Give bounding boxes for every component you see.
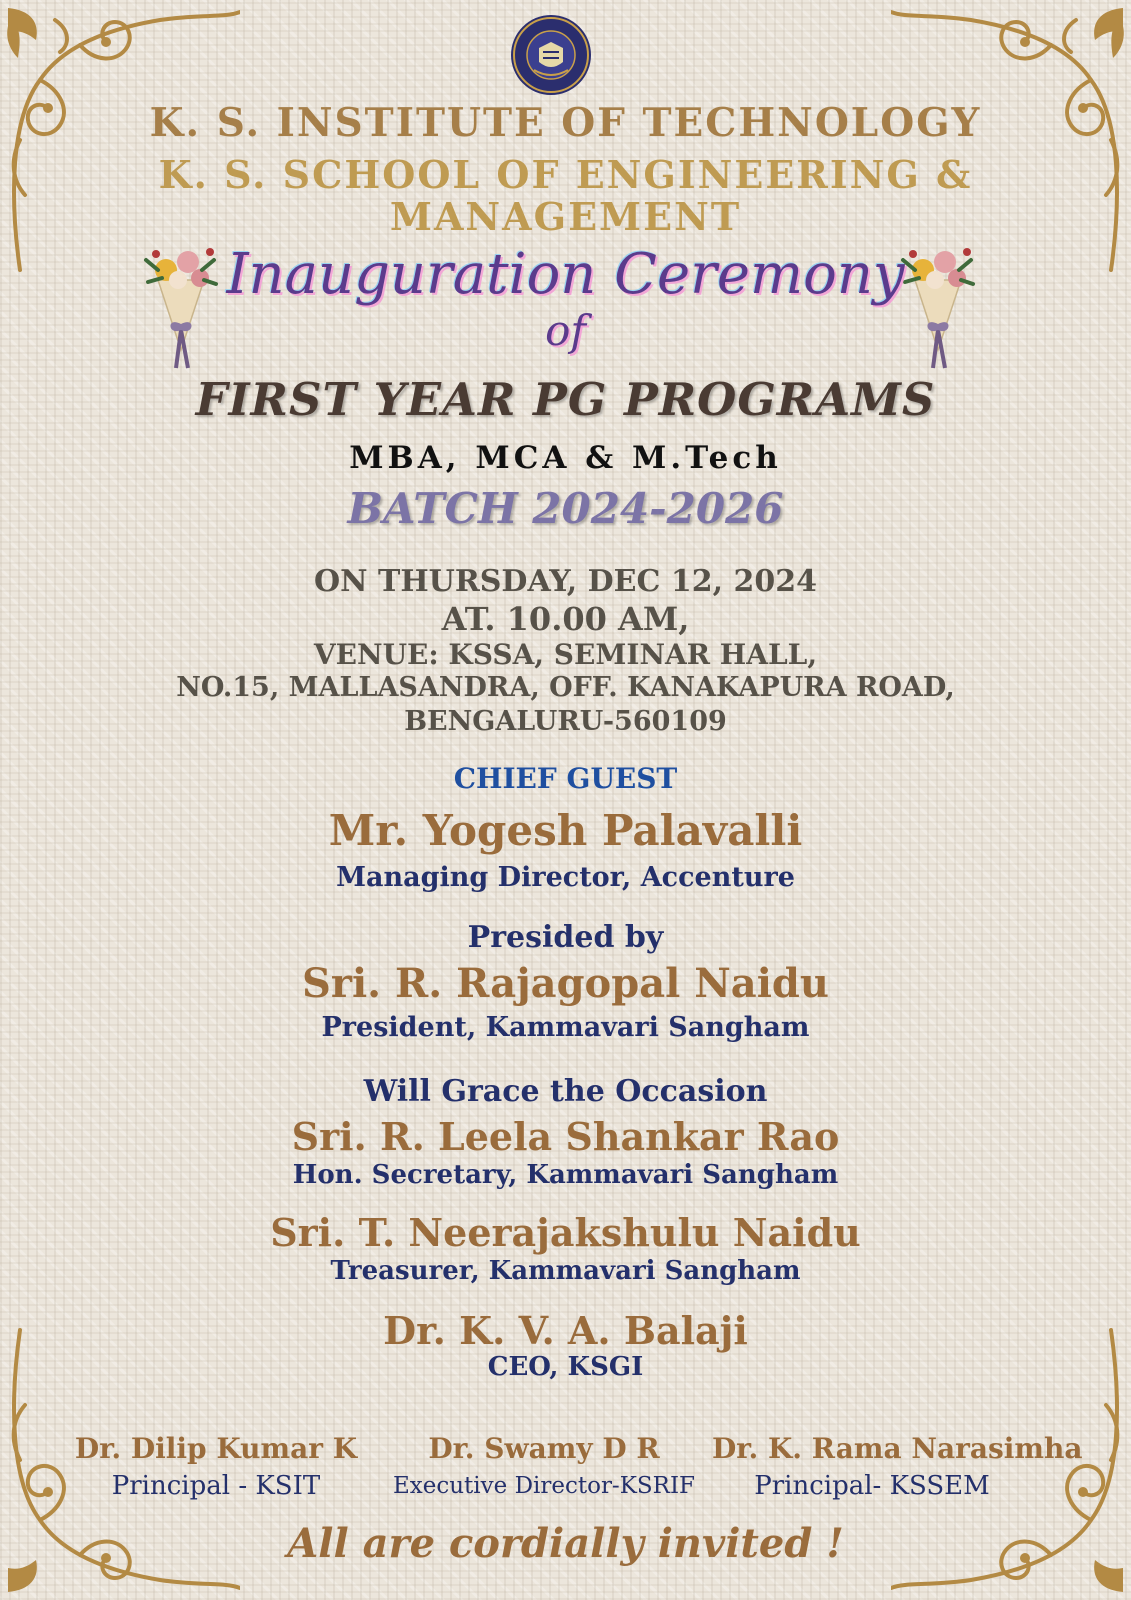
grace-heading: Will Grace the Occasion [363, 1074, 768, 1109]
presided-name: Sri. R. Rajagopal Naidu [302, 960, 829, 1007]
signatory-role: Executive Director-KSRIF [392, 1473, 696, 1499]
signatory-name: Dr. Swamy D R [428, 1432, 660, 1465]
signatory-role: Principal - KSIT [111, 1471, 321, 1501]
event-title: Inauguration Ceremony [226, 242, 905, 307]
venue-line-3: BENGALURU-560109 [404, 706, 727, 737]
grace-guest-name: Dr. K. V. A. Balaji [383, 1308, 748, 1353]
signatory [384, 1432, 704, 1499]
institution-name-ksit: K. S. INSTITUTE OF TECHNOLOGY [149, 100, 982, 146]
grace-guest-role: Hon. Secretary, Kammavari Sangham [292, 1160, 839, 1190]
institution-name-kssem-line2: MANAGEMENT [389, 194, 742, 239]
signatory-name: Dr. K. Rama Narasimha [712, 1432, 1083, 1465]
courses: MBA, MCA & M.Tech [349, 440, 782, 476]
institution-seal-logo [510, 14, 592, 96]
chief-guest-role: Managing Director, Accenture [336, 862, 795, 893]
chief-guest-name: Mr. Yogesh Palavalli [328, 806, 803, 855]
event-date: ON THURSDAY, DEC 12, 2024 [314, 564, 817, 599]
signatory-name: Dr. Dilip Kumar K [74, 1432, 358, 1465]
institution-name-kssem-line1: K. S. SCHOOL OF ENGINEERING & [158, 152, 973, 197]
program-heading: FIRST YEAR PG PROGRAMS [195, 373, 936, 426]
grace-guest-role: CEO, KSGI [487, 1352, 644, 1382]
signatory [712, 1432, 1083, 1501]
event-time: AT. 10.00 AM, [441, 600, 690, 638]
venue-line-1: VENUE: KSSA, SEMINAR HALL, [313, 638, 818, 671]
grace-guest-role: Treasurer, Kammavari Sangham [330, 1256, 801, 1286]
signatory [56, 1432, 376, 1501]
batch: BATCH 2024-2026 [347, 484, 784, 533]
presided-role: President, Kammavari Sangham [321, 1012, 810, 1043]
grace-guest-name: Sri. T. Neerajakshulu Naidu [270, 1210, 861, 1255]
venue-line-2: NO.15, MALLASANDRA, OFF. KANAKAPURA ROAD, [176, 672, 955, 703]
chief-guest-heading: CHIEF GUEST [453, 762, 678, 795]
signatory-role: Principal- KSSEM [754, 1471, 990, 1501]
invitation-footer: All are cordially invited ! [287, 1520, 844, 1567]
event-title-of: of [545, 306, 586, 355]
grace-guest-name: Sri. R. Leela Shankar Rao [291, 1114, 840, 1159]
presided-heading: Presided by [467, 920, 664, 955]
